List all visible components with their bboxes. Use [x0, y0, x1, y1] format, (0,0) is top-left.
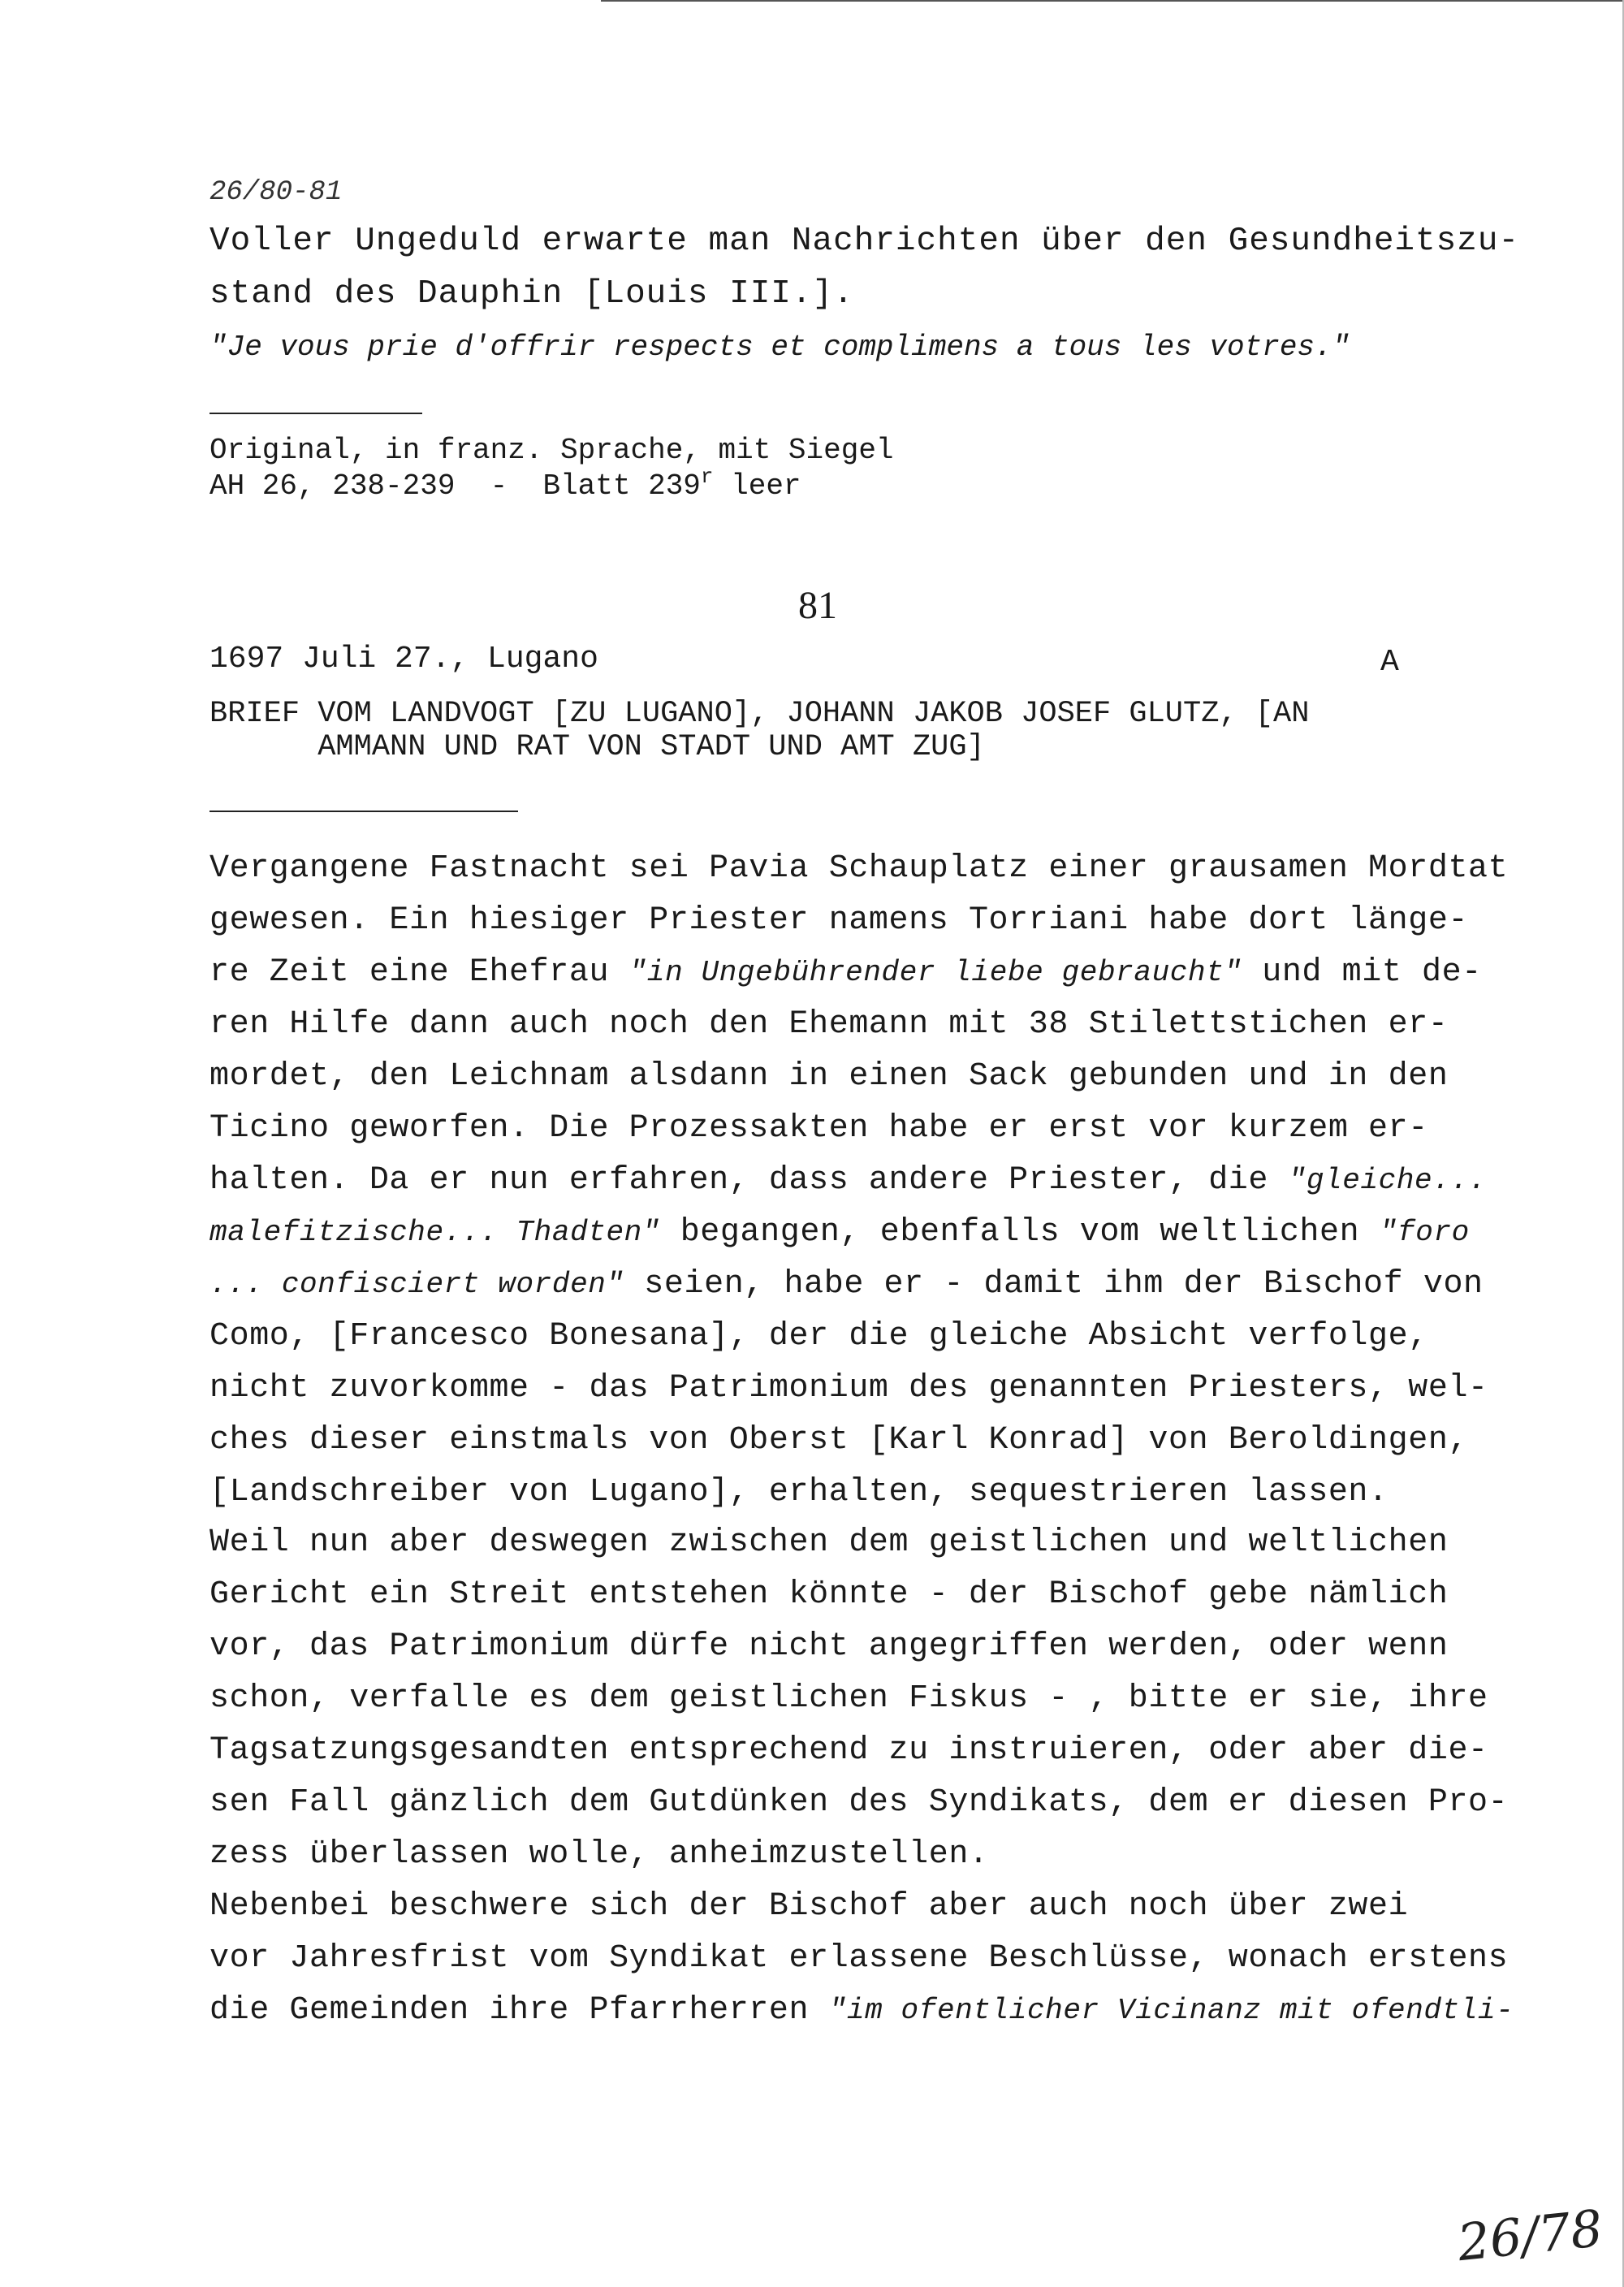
body-line-16: vor, das Patrimonium dürfe nicht angegriffen werden, oder wenn [209, 1628, 1449, 1665]
body-line-13: [Landschreiber von Lugano], erhalten, sequestrieren lassen. [209, 1474, 1389, 1511]
body-line-21: Nebenbei beschwere sich der Bischof aber auch noch über zwei [209, 1888, 1409, 1925]
intro-line-1: Voller Ungeduld erwarte man Nachrichten über den Gesundheitszu- [209, 223, 1520, 260]
body-line-3-text-b: und mit de- [1242, 954, 1482, 991]
body-line-2: gewesen. Ein hiesiger Priester namens Torriani habe dort länge- [209, 902, 1469, 939]
quote-confisciert: ... confisciert worden" [209, 1268, 624, 1301]
body-line-10: Como, [Francesco Bonesana], der die gleiche Absicht verfolge, [209, 1318, 1428, 1355]
body-line-15: Gericht ein Streit entstehen könnte - der Bischof gebe nämlich [209, 1576, 1449, 1613]
intro-quote: "Je vous prie d'offrir respects et complimens a tous les votres." [209, 331, 1350, 364]
intro-line-2: stand des Dauphin [Louis III.]. [209, 275, 854, 313]
body-line-20: zess überlassen wolle, anheimzustellen. [209, 1836, 989, 1873]
heading-line-2: AMMANN UND RAT VON STADT UND AMT ZUG] [209, 730, 985, 764]
body-line-23 [209, 1992, 1514, 2029]
separator-rule-2 [209, 811, 518, 812]
body-line-5: mordet, den Leichnam alsdann in einen Sack gebunden und in den [209, 1058, 1449, 1095]
source-line-2-suffix: leer [713, 469, 801, 503]
heading-line-1: BRIEF VOM LANDVOGT [ZU LUGANO], JOHANN JAKOB JOSEF GLUTZ, [AN [209, 697, 1310, 731]
body-line-17: schon, verfalle es dem geistlichen Fiskus - , bitte er sie, ihre [209, 1680, 1488, 1717]
body-line-12: ches dieser einstmals von Oberst [Karl Konrad] von Beroldingen, [209, 1422, 1469, 1459]
archive-reference: 26/80-81 [209, 177, 343, 208]
body-line-3 [209, 954, 1482, 991]
body-line-7-text: halten. Da er nun erfahren, dass andere Priester, die [209, 1162, 1289, 1199]
body-line-11: nicht zuvorkomme - das Patrimonium des genannten Priesters, wel- [209, 1370, 1488, 1407]
body-line-9 [209, 1266, 1484, 1303]
quote-vicinanz: "im ofentlicher Vicinanz mit ofendtli- [828, 1994, 1514, 2027]
separator-rule-1 [209, 413, 422, 414]
body-line-3-text-a: re Zeit eine Ehefrau [209, 954, 629, 991]
body-line-7 [209, 1162, 1487, 1199]
document-type-letter: A [1380, 645, 1399, 680]
source-line-2 [209, 465, 801, 503]
body-line-19: sen Fall gänzlich dem Gutdünken des Syndikats, dem er diesen Pro- [209, 1784, 1509, 1821]
body-line-9-text: seien, habe er - damit ihm der Bischof von [624, 1266, 1484, 1303]
body-line-14: Weil nun aber deswegen zwischen dem geistlichen und weltlichen [209, 1524, 1449, 1561]
source-superscript: r [700, 465, 714, 489]
handwritten-page-number: 26/78 [1454, 2198, 1606, 2273]
body-line-23-text: die Gemeinden ihre Pfarrherren [209, 1992, 829, 2029]
quote-malefitzische: malefitzische... Thadten" [209, 1216, 661, 1249]
body-line-1: Vergangene Fastnacht sei Pavia Schauplatz einer grausamen Mordtat [209, 850, 1509, 887]
quote-ungebuehrender: "in Ungebührender liebe gebraucht" [628, 956, 1242, 989]
body-line-4: ren Hilfe dann auch noch den Ehemann mit 38 Stilettstichen er- [209, 1006, 1449, 1043]
date-place: 1697 Juli 27., Lugano [209, 642, 598, 677]
body-line-18: Tagsatzungsgesandten entsprechend zu instruieren, oder aber die- [209, 1732, 1488, 1769]
document-number: 81 [798, 584, 837, 627]
body-line-8-text: begangen, ebenfalls vom weltlichen [660, 1214, 1380, 1251]
body-line-6: Ticino geworfen. Die Prozessakten habe er erst vor kurzem er- [209, 1110, 1428, 1147]
source-line-2-prefix: AH 26, 238-239 - Blatt 239 [209, 469, 701, 503]
body-line-8 [209, 1214, 1470, 1251]
quote-foro: "foro [1379, 1216, 1470, 1249]
quote-gleiche: "gleiche... [1288, 1164, 1487, 1197]
top-border-line [601, 0, 1624, 2]
body-line-22: vor Jahresfrist vom Syndikat erlassene Beschlüsse, wonach erstens [209, 1940, 1509, 1977]
source-line-1: Original, in franz. Sprache, mit Siegel [209, 434, 894, 467]
